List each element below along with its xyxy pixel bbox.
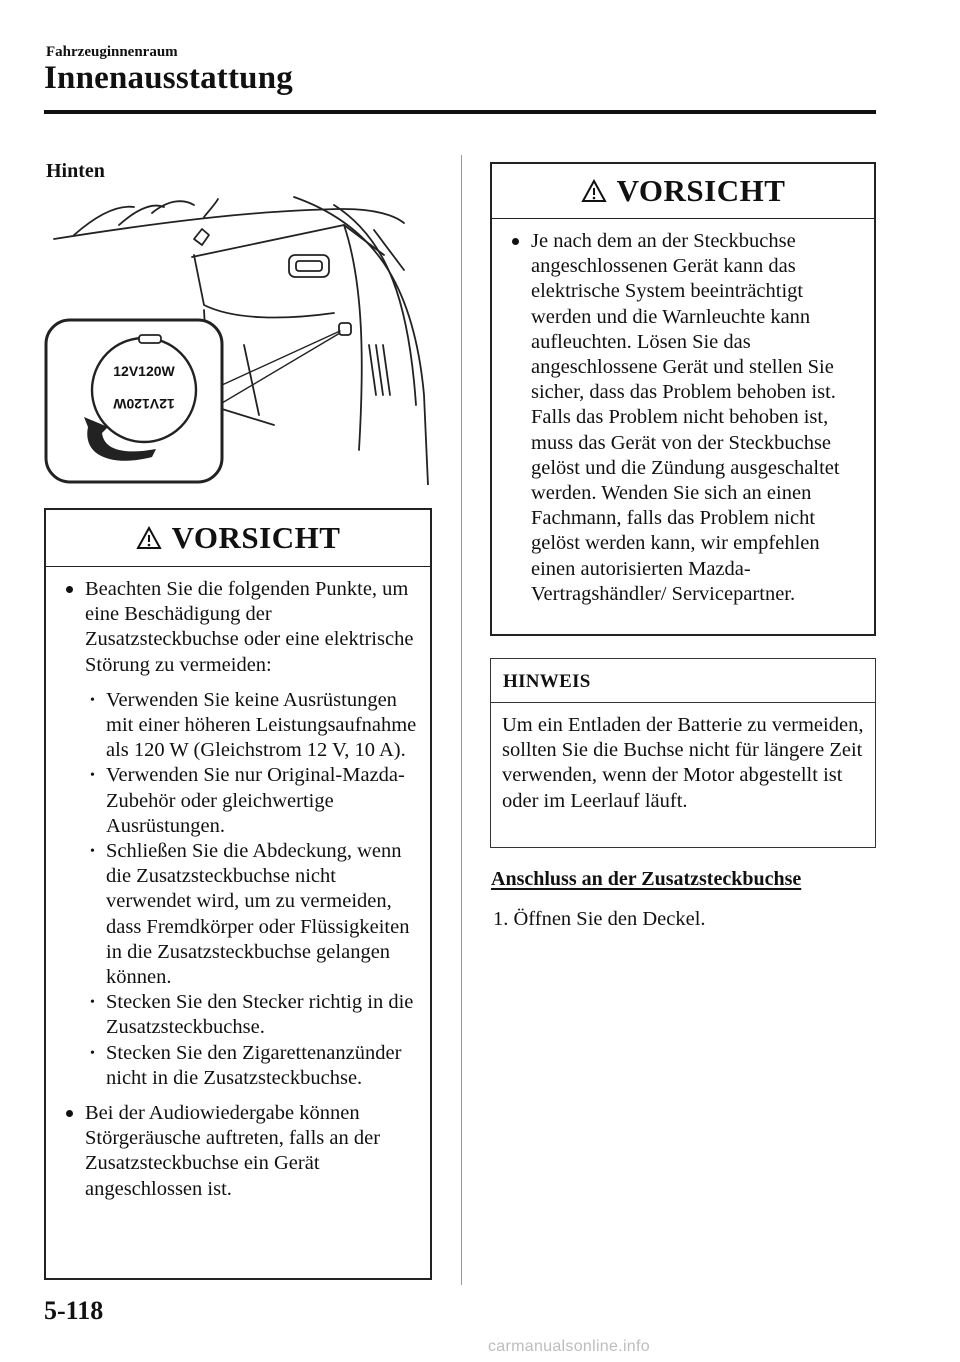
socket-label-inverted: 12V120W — [113, 396, 175, 412]
caution-box-right — [490, 162, 876, 636]
caution-subitem: • Verwenden Sie keine Ausrüstungen mit einer höheren Leistungsaufnahme als 120 W (Gleichstrom 12 V, 10 A). — [56, 688, 418, 764]
caution-header — [46, 510, 430, 567]
watermark: carmanualsonline.info — [488, 1338, 650, 1355]
section-label: Fahrzeuginnenraum — [46, 44, 178, 60]
caution-item: Beachten Sie die folgenden Punkte, um eine Beschädigung der Zusatzsteckbuchse oder eine elektrische Störung zu vermeiden: — [56, 577, 418, 678]
socket-label-upright: 12V120W — [113, 363, 175, 379]
section-heading-anschluss: Anschluss an der Zusatzsteckbuchse — [491, 868, 802, 890]
note-text: Um ein Entladen der Batterie zu vermeiden, sollten Sie die Buchse nicht für längere Zeit verwenden, wenn der Motor abgestellt ist oder im Leerlauf läuft. — [502, 714, 864, 812]
caution-subitem: • Verwenden Sie nur Original-Mazda-Zubehör oder gleichwertige Ausrüstungen. — [56, 763, 418, 839]
note-title: HINWEIS — [491, 659, 875, 703]
title-rule — [44, 110, 876, 114]
caution-subitem: • Schließen Sie die Abdeckung, wenn die Zusatzsteckbuchse nicht verwendet wird, um zu vermeiden, dass Fremdkörper oder Flüssigkeiten in die Zusatzsteckbuchse gelangen können. — [56, 839, 418, 990]
caution-subitem: • Stecken Sie den Zigarettenanzünder nicht in die Zusatzsteckbuchse. — [56, 1041, 418, 1091]
subheading-hinten: Hinten — [46, 160, 105, 182]
caution-subitem: • Stecken Sie den Stecker richtig in die Zusatzsteckbuchse. — [56, 990, 418, 1040]
caution-title: VORSICHT — [616, 173, 786, 208]
step-1: 1. Öffnen Sie den Deckel. — [493, 908, 706, 930]
warning-triangle-icon — [581, 179, 607, 203]
note-box — [490, 658, 876, 848]
caution-box-left — [44, 508, 432, 1280]
caution-header — [492, 164, 874, 219]
rear-accessory-socket-illustration — [44, 195, 438, 485]
page-number: 5-118 — [44, 1296, 104, 1325]
page-title: Innenausstattung — [44, 60, 293, 96]
caution-title: VORSICHT — [171, 520, 341, 555]
caution-item: Je nach dem an der Steckbuchse angeschlossenen Gerät kann das elektrische System beeinträchtigt werden und die Warnleuchte kann aufleuchten. Lösen Sie das angeschlossene Gerät und stellen Sie sicher, dass das Problem behoben ist. Falls das Problem nicht behoben ist, muss das Gerät von der Steckbuchse gelöst und die Zündung ausgeschaltet werden. Wenden Sie sich an einen Fachmann, falls das Problem nicht gelöst werden kann, wir empfehlen einen autorisierten Mazda-Vertragshändler/ Servicepartner. — [502, 229, 866, 607]
caution-item: Bei der Audiowiedergabe können Störgeräusche auftreten, falls an der Zusatzsteckbuchse ein Gerät angeschlossen ist. — [56, 1101, 418, 1202]
column-divider — [461, 155, 462, 1285]
warning-triangle-icon — [136, 526, 162, 550]
